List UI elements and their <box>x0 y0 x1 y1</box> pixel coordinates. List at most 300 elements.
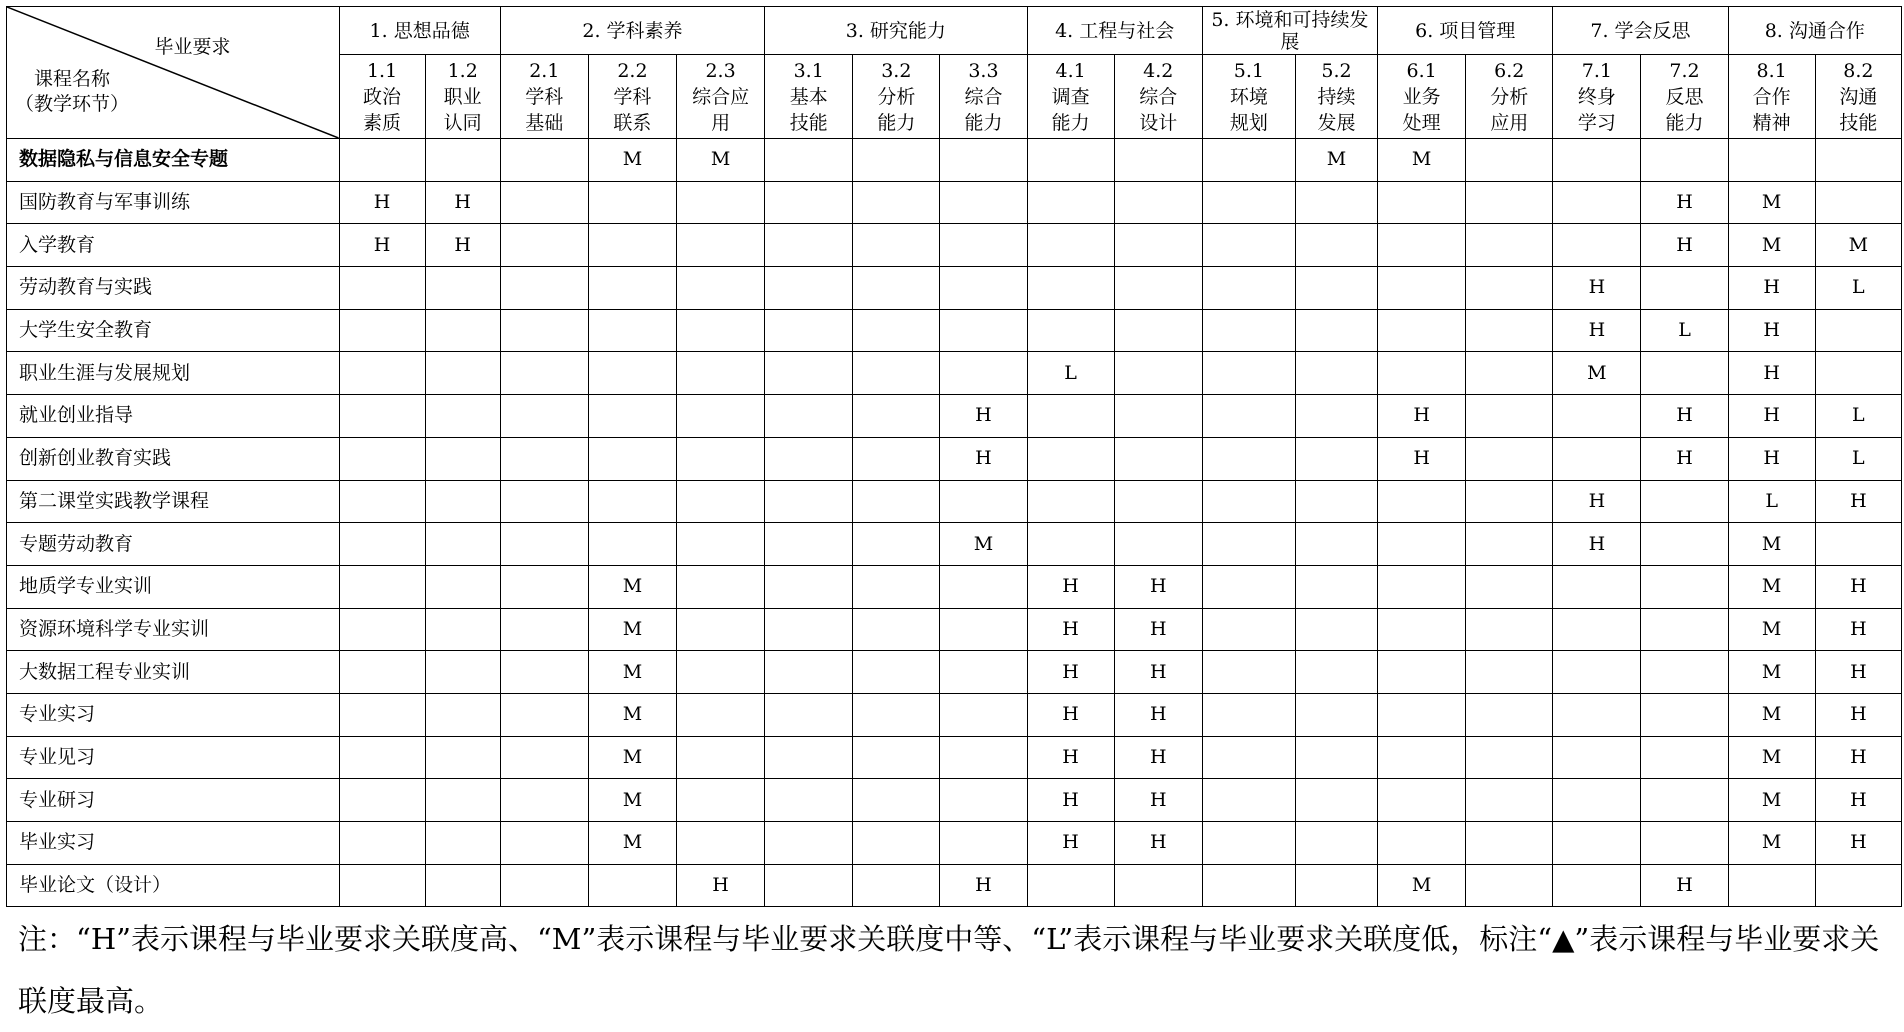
relevance-cell <box>1553 395 1641 438</box>
relevance-cell <box>425 822 500 865</box>
relevance-cell <box>1027 480 1114 523</box>
table-corner-header <box>7 7 340 139</box>
relevance-cell <box>1466 693 1553 736</box>
relevance-cell: H <box>1027 608 1114 651</box>
requirement-sub-header <box>1295 55 1377 139</box>
relevance-cell <box>765 224 853 267</box>
requirement-group-header <box>1728 7 1901 55</box>
table-row <box>7 224 1902 267</box>
course-name-cell: 入学教育 <box>7 224 340 267</box>
relevance-cell <box>940 352 1027 395</box>
relevance-cell <box>853 736 940 779</box>
course-name-cell: 创新创业教育实践 <box>7 437 340 480</box>
relevance-cell: H <box>425 224 500 267</box>
relevance-cell <box>1466 309 1553 352</box>
requirement-sub-header <box>1553 55 1641 139</box>
relevance-cell <box>1553 139 1641 182</box>
relevance-cell <box>1114 309 1202 352</box>
relevance-cell <box>1641 651 1728 694</box>
relevance-cell <box>1641 480 1728 523</box>
relevance-cell <box>425 309 500 352</box>
table-row <box>7 181 1902 224</box>
relevance-cell <box>1202 822 1295 865</box>
relevance-cell <box>1378 267 1466 310</box>
relevance-cell: M <box>1728 651 1815 694</box>
relevance-cell <box>339 651 425 694</box>
relevance-cell: M <box>1728 779 1815 822</box>
relevance-cell <box>1202 736 1295 779</box>
relevance-cell <box>1202 139 1295 182</box>
relevance-cell <box>1553 736 1641 779</box>
relevance-cell <box>1202 181 1295 224</box>
table-row <box>7 864 1902 907</box>
relevance-cell <box>1378 693 1466 736</box>
relevance-cell <box>940 480 1027 523</box>
relevance-cell <box>1027 437 1114 480</box>
relevance-cell <box>1815 181 1901 224</box>
relevance-cell <box>1466 608 1553 651</box>
requirement-sub-label: 3.1 基本 技能 <box>789 59 828 134</box>
relevance-cell <box>1295 267 1377 310</box>
relevance-cell: H <box>1378 395 1466 438</box>
relevance-cell <box>1378 822 1466 865</box>
relevance-cell <box>1553 181 1641 224</box>
requirement-group-header <box>500 7 764 55</box>
table-row <box>7 395 1902 438</box>
relevance-cell <box>500 139 588 182</box>
requirement-sub-header <box>1728 55 1815 139</box>
relevance-cell: H <box>1027 651 1114 694</box>
relevance-cell: H <box>1027 779 1114 822</box>
relevance-cell: M <box>588 693 676 736</box>
relevance-cell <box>425 480 500 523</box>
relevance-cell: H <box>1641 437 1728 480</box>
relevance-cell <box>765 352 853 395</box>
relevance-cell <box>1641 779 1728 822</box>
relevance-cell <box>1114 267 1202 310</box>
relevance-cell <box>853 651 940 694</box>
relevance-cell: H <box>1027 736 1114 779</box>
relevance-cell <box>500 181 588 224</box>
relevance-cell <box>853 395 940 438</box>
relevance-cell: M <box>588 822 676 865</box>
relevance-cell: M <box>1728 224 1815 267</box>
relevance-cell <box>853 224 940 267</box>
requirement-sub-label: 8.2 沟通 技能 <box>1839 59 1878 134</box>
relevance-cell <box>425 651 500 694</box>
requirement-sub-header <box>1378 55 1466 139</box>
relevance-cell <box>1466 480 1553 523</box>
relevance-cell <box>1553 779 1641 822</box>
relevance-cell <box>339 523 425 566</box>
relevance-cell <box>1202 267 1295 310</box>
relevance-cell <box>1202 608 1295 651</box>
relevance-cell <box>677 224 765 267</box>
relevance-cell: H <box>339 181 425 224</box>
table-row <box>7 139 1902 182</box>
relevance-cell: M <box>1728 523 1815 566</box>
relevance-cell <box>1202 224 1295 267</box>
requirement-group-header <box>1378 7 1553 55</box>
relevance-cell <box>1553 822 1641 865</box>
relevance-cell: L <box>1815 267 1901 310</box>
relevance-cell <box>588 267 676 310</box>
relevance-cell <box>677 267 765 310</box>
relevance-cell <box>1466 822 1553 865</box>
relevance-cell <box>1114 864 1202 907</box>
relevance-cell <box>765 736 853 779</box>
relevance-cell <box>1641 565 1728 608</box>
relevance-cell <box>588 437 676 480</box>
relevance-cell: H <box>940 437 1027 480</box>
relevance-cell: H <box>1641 181 1728 224</box>
relevance-cell <box>1378 523 1466 566</box>
requirement-group-label: 3. 研究能力 <box>845 19 946 42</box>
relevance-cell <box>1378 480 1466 523</box>
relevance-cell: H <box>1641 864 1728 907</box>
relevance-cell: H <box>1553 267 1641 310</box>
relevance-cell <box>1295 352 1377 395</box>
requirement-sub-label: 7.1 终身 学习 <box>1577 59 1616 134</box>
relevance-cell <box>1728 864 1815 907</box>
relevance-cell <box>677 693 765 736</box>
relevance-cell <box>1466 437 1553 480</box>
requirement-group-label: 6. 项目管理 <box>1415 19 1516 42</box>
relevance-cell <box>500 693 588 736</box>
relevance-cell <box>500 437 588 480</box>
relevance-cell <box>1202 437 1295 480</box>
relevance-cell <box>500 736 588 779</box>
relevance-cell <box>1295 437 1377 480</box>
relevance-cell <box>1378 224 1466 267</box>
relevance-cell <box>1114 224 1202 267</box>
course-name-cell: 大数据工程专业实训 <box>7 651 340 694</box>
requirement-group-label: 7. 学会反思 <box>1590 19 1691 42</box>
relevance-cell: H <box>1553 480 1641 523</box>
relevance-cell: H <box>940 864 1027 907</box>
course-name-cell: 职业生涯与发展规划 <box>7 352 340 395</box>
table-row <box>7 693 1902 736</box>
relevance-cell <box>425 352 500 395</box>
relevance-cell <box>500 480 588 523</box>
relevance-cell <box>1114 480 1202 523</box>
relevance-cell <box>1641 267 1728 310</box>
relevance-cell <box>940 181 1027 224</box>
corner-course-line2: （教学环节） <box>15 93 130 115</box>
course-name-cell: 专业见习 <box>7 736 340 779</box>
relevance-cell <box>1466 181 1553 224</box>
table-row <box>7 736 1902 779</box>
relevance-cell <box>339 437 425 480</box>
relevance-cell <box>1027 139 1114 182</box>
relevance-cell <box>677 651 765 694</box>
relevance-cell <box>1466 864 1553 907</box>
relevance-cell <box>1378 779 1466 822</box>
relevance-cell: H <box>425 181 500 224</box>
relevance-cell <box>1466 395 1553 438</box>
requirement-sub-label: 2.2 学科 联系 <box>613 59 652 134</box>
relevance-cell <box>1202 395 1295 438</box>
requirement-group-header <box>1202 7 1377 55</box>
table-row <box>7 779 1902 822</box>
relevance-cell: M <box>1728 608 1815 651</box>
relevance-cell: H <box>1815 480 1901 523</box>
relevance-cell <box>588 352 676 395</box>
relevance-cell <box>1202 779 1295 822</box>
course-rows <box>7 139 1902 907</box>
relevance-cell: H <box>940 395 1027 438</box>
relevance-cell <box>339 864 425 907</box>
requirement-sub-header <box>588 55 676 139</box>
corner-course-line1: 课程名称 <box>34 68 111 90</box>
corner-course-label <box>15 67 129 117</box>
requirement-group-label: 4. 工程与社会 <box>1055 19 1175 42</box>
table-row <box>7 651 1902 694</box>
requirement-sub-header <box>1815 55 1901 139</box>
course-name-cell: 毕业实习 <box>7 822 340 865</box>
relevance-cell <box>1295 523 1377 566</box>
relevance-cell <box>425 608 500 651</box>
relevance-cell <box>1466 139 1553 182</box>
relevance-cell <box>1027 181 1114 224</box>
relevance-cell <box>1466 779 1553 822</box>
relevance-cell <box>765 779 853 822</box>
relevance-cell <box>853 864 940 907</box>
requirement-group-header <box>1553 7 1728 55</box>
relevance-cell <box>765 309 853 352</box>
relevance-cell <box>677 309 765 352</box>
relevance-cell <box>1295 651 1377 694</box>
relevance-cell <box>1641 352 1728 395</box>
relevance-cell <box>588 864 676 907</box>
relevance-cell <box>765 693 853 736</box>
course-name-cell: 数据隐私与信息安全专题 <box>7 139 340 182</box>
relevance-cell <box>1815 523 1901 566</box>
relevance-cell <box>1295 565 1377 608</box>
relevance-cell <box>1378 309 1466 352</box>
relevance-cell <box>853 181 940 224</box>
relevance-cell: M <box>1728 181 1815 224</box>
relevance-cell <box>1202 693 1295 736</box>
relevance-cell: M <box>1728 822 1815 865</box>
relevance-cell: H <box>1815 608 1901 651</box>
requirement-group-header <box>765 7 1027 55</box>
relevance-cell <box>765 608 853 651</box>
relevance-cell: M <box>1295 139 1377 182</box>
relevance-cell <box>1114 181 1202 224</box>
relevance-cell <box>425 139 500 182</box>
relevance-cell: M <box>1728 565 1815 608</box>
relevance-cell <box>425 267 500 310</box>
relevance-cell <box>1641 822 1728 865</box>
relevance-cell <box>1466 523 1553 566</box>
requirement-sub-label: 1.1 政治 素质 <box>363 59 402 134</box>
relevance-cell <box>765 523 853 566</box>
relevance-cell <box>1202 309 1295 352</box>
relevance-cell: M <box>1378 139 1466 182</box>
relevance-cell: H <box>1815 736 1901 779</box>
relevance-cell <box>500 224 588 267</box>
relevance-cell <box>500 651 588 694</box>
relevance-cell: H <box>339 224 425 267</box>
relevance-cell <box>339 352 425 395</box>
relevance-cell <box>425 437 500 480</box>
relevance-cell <box>339 608 425 651</box>
relevance-cell <box>500 309 588 352</box>
relevance-cell <box>765 822 853 865</box>
relevance-cell <box>1553 651 1641 694</box>
relevance-cell: M <box>588 139 676 182</box>
requirement-sub-label: 1.2 职业 认同 <box>443 59 482 134</box>
requirement-sub-label: 6.1 业务 处理 <box>1402 59 1441 134</box>
relevance-cell <box>425 565 500 608</box>
relevance-cell <box>500 864 588 907</box>
relevance-cell <box>677 779 765 822</box>
relevance-cell <box>1553 565 1641 608</box>
relevance-cell <box>677 736 765 779</box>
relevance-cell: M <box>1378 864 1466 907</box>
relevance-cell: M <box>1728 736 1815 779</box>
relevance-cell <box>853 523 940 566</box>
relevance-cell <box>425 395 500 438</box>
relevance-cell: H <box>1114 822 1202 865</box>
relevance-cell <box>677 352 765 395</box>
relevance-cell <box>1295 224 1377 267</box>
relevance-cell <box>1114 139 1202 182</box>
requirement-sub-header <box>1466 55 1553 139</box>
relevance-cell <box>500 523 588 566</box>
relevance-cell <box>1466 565 1553 608</box>
relevance-cell <box>1466 267 1553 310</box>
relevance-cell <box>500 565 588 608</box>
relevance-cell: H <box>1027 822 1114 865</box>
relevance-cell <box>940 224 1027 267</box>
relevance-cell <box>588 480 676 523</box>
relevance-cell: H <box>1378 437 1466 480</box>
relevance-cell <box>677 181 765 224</box>
relevance-cell: H <box>1114 651 1202 694</box>
requirement-group-header <box>1027 7 1202 55</box>
requirement-sub-label: 2.3 综合应 用 <box>692 59 750 134</box>
requirement-sub-label: 3.2 分析 能力 <box>877 59 916 134</box>
relevance-cell <box>940 822 1027 865</box>
course-name-cell: 资源环境科学专业实训 <box>7 608 340 651</box>
relevance-cell <box>853 565 940 608</box>
relevance-cell: H <box>1027 693 1114 736</box>
table-row <box>7 352 1902 395</box>
relevance-cell: H <box>1641 224 1728 267</box>
relevance-cell: M <box>940 523 1027 566</box>
relevance-cell: M <box>677 139 765 182</box>
relevance-cell <box>940 309 1027 352</box>
relevance-cell <box>1815 352 1901 395</box>
relevance-cell <box>425 864 500 907</box>
relevance-cell: L <box>1815 437 1901 480</box>
table-row <box>7 309 1902 352</box>
relevance-cell: H <box>1114 736 1202 779</box>
relevance-cell <box>425 779 500 822</box>
requirement-sub-header <box>1641 55 1728 139</box>
relevance-cell <box>853 352 940 395</box>
course-name-cell: 地质学专业实训 <box>7 565 340 608</box>
relevance-cell <box>1114 352 1202 395</box>
relevance-cell <box>1202 480 1295 523</box>
relevance-cell <box>1114 437 1202 480</box>
relevance-cell <box>1466 352 1553 395</box>
relevance-cell <box>853 693 940 736</box>
relevance-cell <box>1295 395 1377 438</box>
relevance-cell <box>588 224 676 267</box>
relevance-cell <box>1641 693 1728 736</box>
relevance-cell <box>1295 309 1377 352</box>
relevance-cell <box>1466 651 1553 694</box>
relevance-cell <box>1202 651 1295 694</box>
relevance-cell <box>1027 864 1114 907</box>
relevance-cell <box>339 480 425 523</box>
relevance-cell: H <box>1815 651 1901 694</box>
relevance-cell <box>1295 822 1377 865</box>
relevance-cell <box>425 523 500 566</box>
relevance-cell <box>1378 651 1466 694</box>
relevance-cell <box>1815 309 1901 352</box>
relevance-cell: H <box>1114 693 1202 736</box>
relevance-cell <box>1553 608 1641 651</box>
relevance-cell <box>339 139 425 182</box>
relevance-cell <box>1202 864 1295 907</box>
relevance-cell <box>1027 309 1114 352</box>
relevance-cell <box>940 693 1027 736</box>
relevance-cell <box>500 267 588 310</box>
relevance-cell: H <box>1114 779 1202 822</box>
relevance-cell <box>1295 736 1377 779</box>
relevance-cell <box>940 651 1027 694</box>
relevance-cell <box>1641 736 1728 779</box>
relevance-cell: H <box>1815 693 1901 736</box>
relevance-cell <box>1553 437 1641 480</box>
relevance-cell: H <box>1815 565 1901 608</box>
requirement-sub-header <box>940 55 1027 139</box>
requirement-sub-header <box>500 55 588 139</box>
requirement-group-header <box>339 7 500 55</box>
relevance-cell <box>1378 352 1466 395</box>
requirements-matrix-table <box>6 6 1902 907</box>
relevance-cell <box>940 139 1027 182</box>
course-name-cell: 第二课堂实践教学课程 <box>7 480 340 523</box>
requirement-group-label: 1. 思想品德 <box>369 19 470 42</box>
relevance-cell <box>765 395 853 438</box>
relevance-cell <box>765 181 853 224</box>
relevance-cell: M <box>1815 224 1901 267</box>
relevance-cell <box>853 267 940 310</box>
relevance-cell <box>677 437 765 480</box>
relevance-cell: H <box>1728 352 1815 395</box>
relevance-cell <box>1295 693 1377 736</box>
relevance-cell <box>588 523 676 566</box>
relevance-cell <box>677 565 765 608</box>
relevance-cell <box>339 565 425 608</box>
relevance-cell: H <box>1728 395 1815 438</box>
relevance-cell: H <box>1027 565 1114 608</box>
relevance-cell <box>940 736 1027 779</box>
requirement-group-label: 8. 沟通合作 <box>1764 19 1865 42</box>
course-name-cell: 劳动教育与实践 <box>7 267 340 310</box>
relevance-cell <box>940 565 1027 608</box>
relevance-cell <box>1027 523 1114 566</box>
relevance-cell <box>1466 736 1553 779</box>
relevance-cell: H <box>1728 309 1815 352</box>
relevance-cell: L <box>1728 480 1815 523</box>
requirement-sub-label: 4.2 综合 设计 <box>1139 59 1178 134</box>
